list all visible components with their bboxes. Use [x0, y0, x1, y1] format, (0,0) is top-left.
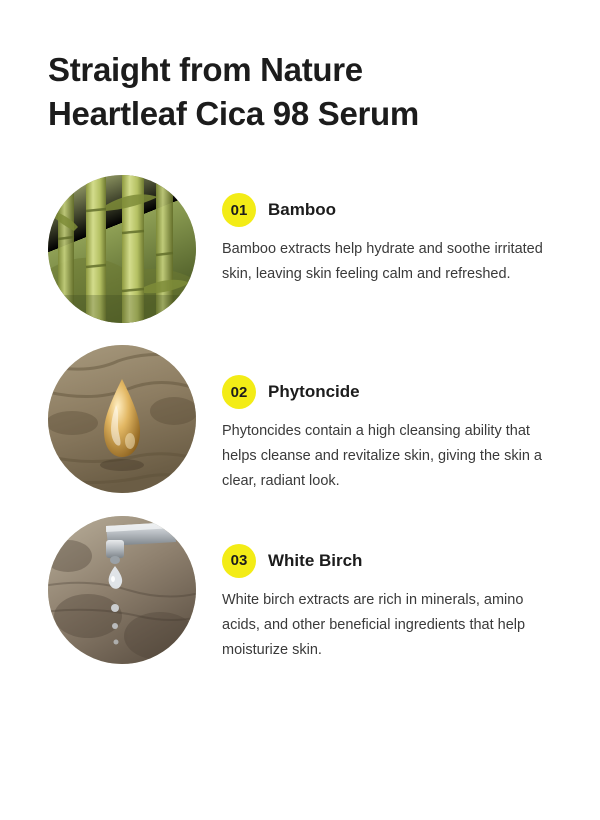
ingredient-name: Phytoncide — [268, 382, 360, 402]
page-title — [48, 44, 560, 135]
list-item — [48, 516, 560, 664]
ingredient-number-badge: 01 — [222, 193, 256, 227]
ingredient-content — [196, 345, 560, 494]
list-item — [48, 175, 560, 323]
ingredient-list — [48, 175, 560, 664]
ingredient-description: Bamboo extracts help hydrate and soothe irritated skin, leaving skin feeling calm and refreshed. — [222, 241, 543, 283]
ingredient-content — [196, 175, 560, 287]
ingredient-description: Phytoncides contain a high cleansing ability that helps cleanse and revitalize skin, giving the skin a clear, radiant look. — [222, 423, 542, 489]
ingredient-content — [196, 516, 560, 663]
ingredient-image-white-birch — [48, 516, 196, 664]
ingredient-name: Bamboo — [268, 200, 336, 220]
ingredient-image-phytoncide — [48, 345, 196, 493]
ingredient-description: White birch extracts are rich in minerals, amino acids, and other beneficial ingredients that help moisturize skin. — [222, 591, 526, 658]
ingredient-image-bamboo — [48, 175, 196, 323]
ingredient-number-badge: 02 — [222, 375, 256, 409]
ingredient-title-row — [222, 193, 560, 227]
page-title-line-1: Straight from Nature — [48, 51, 363, 88]
list-item — [48, 345, 560, 494]
ingredient-title-row — [222, 544, 560, 578]
ingredient-name: White Birch — [268, 550, 363, 570]
ingredient-number-badge: 03 — [222, 544, 256, 578]
ingredient-title-row — [222, 375, 560, 409]
page-title-line-2: Heartleaf Cica 98 Serum — [48, 94, 419, 132]
